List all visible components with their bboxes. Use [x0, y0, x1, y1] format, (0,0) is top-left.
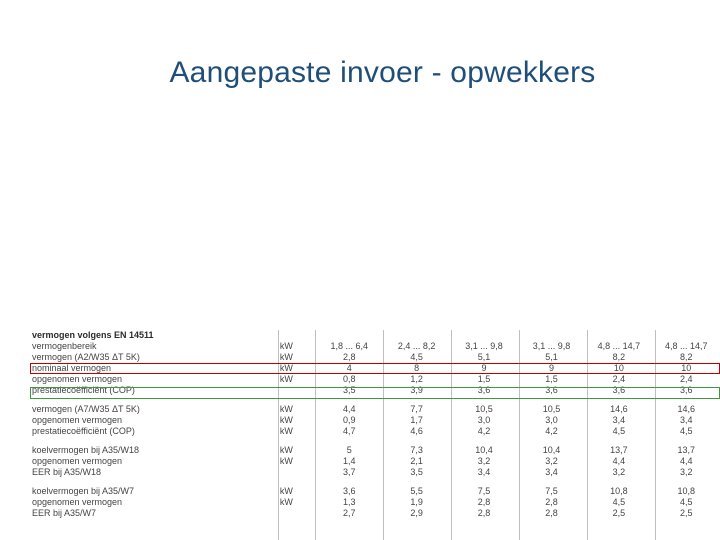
table-cell: 3,6: [612, 385, 626, 395]
row-label: EER bij A35/W18: [32, 467, 102, 477]
table-cell: 7,3: [410, 445, 423, 455]
table-cell: 14,6: [610, 404, 628, 414]
row-spacer: [28, 478, 720, 486]
row-unit: kW: [279, 456, 293, 466]
table-cell: 10,5: [542, 404, 561, 414]
row-unit: [280, 467, 316, 478]
table-cell: 3,5: [410, 467, 423, 477]
table-cell: 3,0: [477, 415, 491, 425]
column-divider: [315, 330, 316, 540]
row-unit: kW: [279, 445, 293, 455]
table-cell: [383, 330, 450, 341]
table-cell: 1,8 ... 6,4: [330, 341, 368, 351]
table-cell: 3,6: [680, 385, 693, 395]
table-cell: 8,2: [680, 352, 693, 362]
table-row: [28, 404, 720, 415]
row-label: opgenomen vermogen: [32, 415, 123, 425]
table-cell: 4,5: [612, 426, 626, 436]
table-cell: 1,2: [410, 374, 423, 384]
table-row: [28, 445, 720, 456]
row-label: koelvermogen bij A35/W18: [32, 445, 140, 455]
table-cell: 4,4: [612, 456, 626, 466]
row-unit: kW: [279, 363, 293, 373]
table-cell: 4,5: [410, 352, 423, 362]
table-cell: [450, 330, 517, 341]
table-cell: 2,4: [612, 374, 626, 384]
row-label: prestatiecoëfficiënt (COP): [32, 426, 135, 436]
table-cell: 4,8 ... 14,7: [665, 341, 708, 351]
table-row: [28, 486, 720, 497]
table-cell: 2,4: [680, 374, 693, 384]
table-row: [28, 508, 720, 519]
spec-table: [28, 330, 720, 519]
table-cell: 4,7: [342, 426, 356, 436]
table-cell: 2,8: [545, 497, 558, 507]
row-label: vermogen volgens EN 14511: [32, 330, 154, 340]
row-unit: kW: [279, 374, 293, 384]
row-unit: kW: [279, 426, 293, 436]
row-label: opgenomen vermogen: [32, 497, 123, 507]
table-cell: 4,5: [680, 426, 693, 436]
row-unit: kW: [279, 486, 293, 496]
table-cell: 2,8: [477, 497, 491, 507]
column-divider: [278, 330, 279, 540]
row-label: EER bij A35/W7: [32, 508, 97, 518]
table-cell: 9: [548, 363, 554, 373]
table-cell: 3,0: [545, 415, 558, 425]
table-cell: 2,8: [342, 352, 356, 362]
row-label: vermogen (A2/W35 ΔT 5K): [32, 352, 140, 362]
table-cell: 14,6: [677, 404, 696, 414]
table-cell: 3,6: [477, 385, 491, 395]
table-cell: 3,1 ... 9,8: [465, 341, 503, 351]
table-cell: [316, 330, 383, 341]
table-cell: 3,9: [410, 385, 423, 395]
table-cell: 1,7: [410, 415, 423, 425]
table-cell: 7,7: [410, 404, 423, 414]
table-cell: 4,4: [680, 456, 693, 466]
table-cell: 8: [414, 363, 420, 373]
table-cell: 3,4: [680, 415, 693, 425]
table-cell: 8,2: [612, 352, 626, 362]
row-unit: kW: [279, 341, 293, 351]
table-row: [28, 330, 720, 341]
table-cell: 5,1: [477, 352, 491, 362]
table-cell: 2,9: [410, 508, 423, 518]
row-unit: kW: [279, 404, 293, 414]
highlight-nominal-power: [30, 363, 720, 374]
table-cell: 1,5: [545, 374, 558, 384]
table-cell: 5: [346, 445, 352, 455]
table-row: [28, 426, 720, 437]
table-cell: 10,8: [610, 486, 628, 496]
table-row: [28, 374, 720, 385]
table-cell: 13,7: [677, 445, 696, 455]
table-cell: 3,2: [680, 467, 693, 477]
table-cell: 10,4: [475, 445, 493, 455]
table-cell: 4,5: [612, 497, 626, 507]
table-cell: 2,1: [410, 456, 423, 466]
table-cell: 3,2: [612, 467, 626, 477]
table-cell: 4,8 ... 14,7: [597, 341, 641, 351]
table-cell: 3,4: [612, 415, 626, 425]
table-row: [28, 341, 720, 352]
table-cell: 3,5: [342, 385, 356, 395]
table-cell: 10,4: [542, 445, 561, 455]
table-cell: 0,8: [342, 374, 356, 384]
highlight-cop: [30, 387, 720, 399]
table-cell: 4,2: [545, 426, 558, 436]
table-cell: 3,4: [545, 467, 558, 477]
row-label: nominaal vermogen: [32, 363, 112, 373]
table-cell: 7,5: [545, 486, 558, 496]
table-cell: 3,6: [545, 385, 558, 395]
row-unit: [280, 508, 316, 519]
table-cell: 2,8: [545, 508, 558, 518]
table-cell: 7,5: [477, 486, 491, 496]
table-cell: 10,5: [475, 404, 493, 414]
table-cell: [518, 330, 585, 341]
row-unit: [280, 330, 316, 341]
table-cell: 2,5: [612, 508, 626, 518]
table-row: [28, 456, 720, 467]
table-cell: 1,9: [410, 497, 423, 507]
table-row: [28, 415, 720, 426]
table-cell: 10: [613, 363, 624, 373]
row-label: prestatiecoëfficiënt (COP): [32, 385, 135, 395]
column-divider: [519, 330, 520, 540]
table-cell: 4,5: [680, 497, 693, 507]
table-cell: 4,6: [410, 426, 423, 436]
table-cell: 13,7: [610, 445, 628, 455]
table-cell: 3,6: [342, 486, 356, 496]
row-label: opgenomen vermogen: [32, 456, 123, 466]
row-spacer: [28, 437, 720, 445]
row-label: vermogen (A7/W35 ΔT 5K): [32, 404, 140, 414]
table-cell: 3,1 ... 9,8: [532, 341, 571, 351]
table-cell: 2,8: [477, 508, 491, 518]
column-divider: [587, 330, 588, 540]
row-label: opgenomen vermogen: [32, 374, 123, 384]
table-cell: 9: [481, 363, 487, 373]
table-cell: 4,2: [477, 426, 491, 436]
column-divider: [451, 330, 452, 540]
table-cell: 1,5: [477, 374, 491, 384]
table-cell: 1,3: [342, 497, 356, 507]
table-cell: 2,5: [680, 508, 693, 518]
table-cell: 3,7: [342, 467, 356, 477]
column-divider: [655, 330, 656, 540]
table-cell: [653, 330, 720, 341]
table-row: [28, 467, 720, 478]
table-cell: 0,9: [342, 415, 356, 425]
table-row: [28, 497, 720, 508]
table-cell: 1,4: [342, 456, 356, 466]
table-cell: 10,8: [677, 486, 696, 496]
table-cell: 5,5: [410, 486, 423, 496]
row-label: koelvermogen bij A35/W7: [32, 486, 135, 496]
table-cell: 4: [346, 363, 352, 373]
table-cell: 3,2: [545, 456, 558, 466]
row-unit: kW: [279, 415, 293, 425]
table-cell: 5,1: [545, 352, 558, 362]
table-row: [28, 352, 720, 363]
slide-title: Aangepaste invoer - opwekkers: [169, 56, 596, 89]
table-cell: [585, 330, 652, 341]
column-divider: [383, 330, 384, 540]
table-cell: 2,4 ... 8,2: [397, 341, 436, 351]
row-label: vermogenbereik: [32, 341, 97, 351]
table-cell: 3,4: [477, 467, 491, 477]
row-unit: kW: [279, 352, 293, 362]
table-cell: 2,7: [342, 508, 356, 518]
table-cell: 10: [681, 363, 692, 373]
table-cell: 4,4: [342, 404, 356, 414]
row-unit: kW: [279, 497, 293, 507]
table-cell: 3,2: [477, 456, 491, 466]
